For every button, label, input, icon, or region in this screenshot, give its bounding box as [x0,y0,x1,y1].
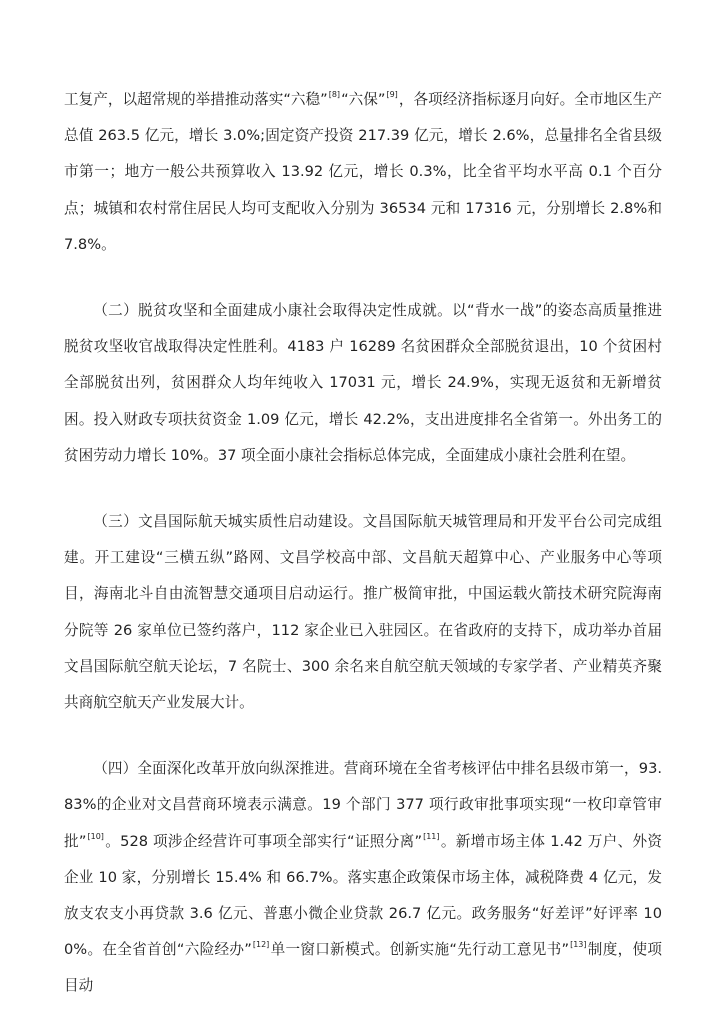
paragraph-text: “六保” [341,91,386,108]
paragraph-text: 制度，使项目动 [64,941,662,995]
paragraph-economy [64,82,662,263]
footnote-ref[interactable]: [11] [423,831,440,841]
footnote-ref[interactable]: [12] [252,940,270,950]
paragraph-gap [64,721,662,751]
footnote-ref[interactable]: [10] [87,831,104,841]
paragraph-text: （四）全面深化改革开放向纵深推进。营商环境在全省考核评估中排名县级市第一，93.83%的企业对文昌营商环境表示满意。19 个部门 377 项行政审批事项实现“一枚印章管审批” [64,760,662,850]
paragraph-poverty [64,293,662,474]
paragraph-text: 。528 项涉企经营许可事项全部实行“证照分离” [104,832,423,850]
paragraph-gap [64,263,662,293]
footnote-ref[interactable]: [13] [570,940,587,950]
footnote-ref[interactable]: [8] [328,90,341,99]
paragraph-text: ，各项经济指标逐月向好。全市地区生产总值 263.5 亿元，增长 3.0%;固定资产投资 217.39 亿元，增长 2.6%，总量排名全省县级市第一；地方一般公共预算收入 13.92 亿元，增长 0.3%，比全省平均水平高 0.1 个百分点；城镇和农村常住居民人均可支配收入分别为 36534 元和 17316 元，分别增长 2.8%和 7.8%。 [64,91,662,253]
paragraph-text: （二）脱贫攻坚和全面建成小康社会取得决定性成就。以“背水一战”的姿态高质量推进脱贫攻坚收官战取得决定性胜利。4183 户 16289 名贫困群众全部脱贫退出，10 个贫困村全部脱贫出列，贫困群众人均年纯收入 17031 元，增长 24.9%，实现无返贫和无新增贫困。投入财政专项扶贫资金 1.09 亿元，增长 42.2%，支出进度排名全省第一。外出务工的贫困劳动力增长 10%。37 项全面小康社会指标总体完成，全面建成小康社会胜利在望。 [64,302,662,464]
document-page [64,82,662,1005]
paragraph-gap [64,474,662,504]
paragraph-text: 单一窗口新模式。创新实施“先行动工意见书” [270,941,570,959]
footnote-ref[interactable]: [9] [386,90,398,99]
paragraph-text: 工复产，以超常规的举措推动落实“六稳” [64,91,328,108]
paragraph-text: （三）文昌国际航天城实质性启动建设。文昌国际航天城管理局和开发平台公司完成组建。开工建设“三横五纵”路网、文昌学校高中部、文昌航天超算中心、产业服务中心等项目，海南北斗自由流智慧交通项目启动运行。推广极简审批，中国运载火箭技术研究院海南分院等 26 家单位已签约落户，112 家企业已入驻园区。在省政府的支持下，成功举办首届文昌国际航空航天论坛，7 名院士、300 余名来自航空航天领域的专家学者、产业精英齐聚共商航空航天产业发展大计。 [64,513,662,712]
paragraph-reform [64,751,662,1004]
paragraph-aerospace-city [64,504,662,721]
paragraph-text: 。新增市场主体 1.42 万户、外资企业 10 家，分别增长 15.4% 和 66.7%。落实惠企政策保市场主体，减税降费 4 亿元，发放支农支小再贷款 3.6 亿元、普惠小微企业贷款 26.7 亿元。政务服务“好差评”好评率 100%。在全省首创“六险经办” [64,832,662,959]
